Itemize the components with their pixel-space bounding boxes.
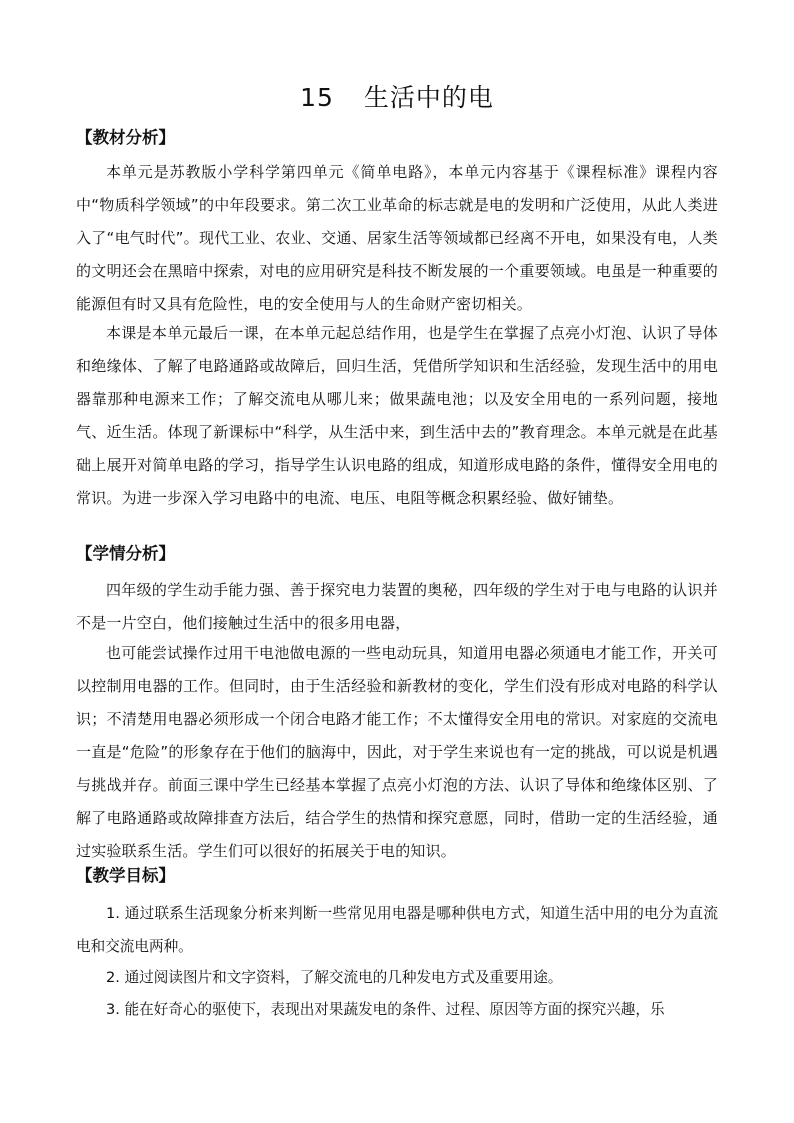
title-text: 生活中的电 (363, 83, 494, 112)
heading-student-analysis: 【学情分析】 (76, 544, 175, 563)
goal-item-3: 3. 能在好奇心的驱使下，表现出对果蔬发电的条件、过程、原因等方面的探究兴趣，乐 (106, 1001, 665, 1018)
analysis-paragraph-2: 本课是本单元最后一课，在本单元起总结作用，也是学生在掌握了点亮小灯泡、认识了导体和绝缘体、了解了电路通路或故障后，回归生活，凭借所学知识和生活经验，发现生活中的用电器靠那种电源来工作；了解交流电从哪儿来；做果蔬电池；以及安全用电的一系列问题，接地气、近生活。体现了新课标中“科学，从生活中来，到生活中去的”教育理念。本单元就是在此基础上展开对简单电路的学习，指导学生认识电路的组成，知道形成电路的条件，懂得安全用电的常识。为进一步深入学习电路中的电流、电压、电阻等概念积累经验、做好铺垫。 (76, 324, 718, 507)
heading-textbook-analysis: 【教材分析】 (76, 128, 175, 147)
page-title (0, 82, 794, 114)
student-paragraph-2: 也可能尝试操作过用干电池做电源的一些电动玩具，知道用电器必须通电才能工作，开关可以控制用电器的工作。但同时，由于生活经验和新教材的变化，学生们没有形成对电路的科学认识；不清楚用电器必须形成一个闭合电路才能工作；不太懂得安全用电的常识。对家庭的交流电一直是“危险”的形象存在于他们的脑海中，因此，对于学生来说也有一定的挑战，可以说是机遇与挑战并存。前面三课中学生已经基本掌握了点亮小灯泡的方法、认识了导体和绝缘体区别、了解了电路通路或故障排查方法后，结合学生的热情和探究意愿，同时，借助一定的生活经验，通过实验联系生活。学生们可以很好的拓展关于电的知识。 (76, 644, 718, 860)
analysis-paragraph-1: 本单元是苏教版小学科学第四单元《简单电路》，本单元内容基于《课程标准》课程内容中“物质科学领域”的中年段要求。第二次工业革命的标志就是电的发明和广泛使用，从此人类进入了“电气时代”。现代工业、农业、交通、居家生活等领域都已经离不开电，如果没有电，人类的文明还会在黑暗中探索，对电的应用研究是科技不断发展的一个重要领域。电虽是一种重要的能源但有时又具有危险性，电的安全使用与人的生命财产密切相关。 (76, 163, 718, 313)
heading-teaching-goals: 【教学目标】 (76, 866, 175, 885)
goal-item-2: 2. 通过阅读图片和文字资料，了解交流电的几种发电方式及重要用途。 (106, 969, 563, 986)
title-number: 15 (300, 83, 334, 112)
student-paragraph-1: 四年级的学生动手能力强、善于探究电力装置的奥秘，四年级的学生对于电与电路的认识并不是一片空白，他们接触过生活中的很多用电器， (76, 581, 718, 632)
goal-item-1: 1. 通过联系生活现象分析来判断一些常见用电器是哪种供电方式，知道生活中用的电分为直流电和交流电两种。 (76, 905, 718, 955)
